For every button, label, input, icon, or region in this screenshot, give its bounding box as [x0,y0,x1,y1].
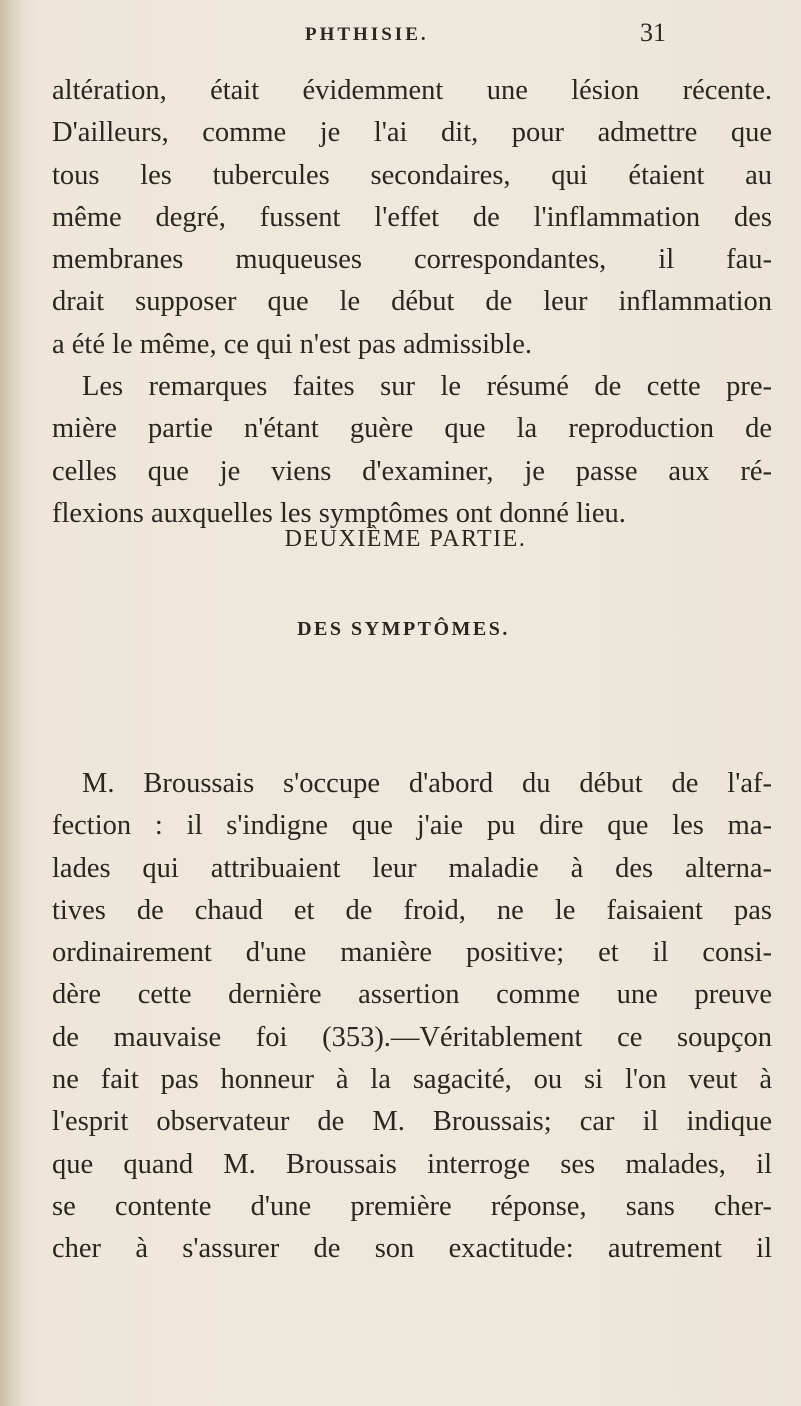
running-head [0,18,801,54]
text-line: fection : il s'indigne que j'aie pu dire que les ma- [52,810,772,842]
text-line: a été le même, ce qui n'est pas admissible. [52,328,532,360]
paragraph-1 [52,70,772,366]
text-line: membranes muqueuses correspondantes, il fau- [52,244,772,276]
text-line: lades qui attribuaient leur maladie à des alterna- [52,852,772,884]
page-gutter [0,0,22,1406]
page-number: 31 [640,18,666,47]
part-heading: DEUXIÈME PARTIE. [284,526,527,552]
text-line: dère cette dernière assertion comme une preuve [52,979,772,1011]
text-line: se contente d'une première réponse, sans cher- [52,1190,772,1222]
text-line: mière partie n'étant guère que la reproduction de [52,413,772,445]
text-line: drait supposer que le début de leur inflammation [52,286,772,318]
text-line: celles que je viens d'examiner, je passe aux ré- [52,455,772,487]
text-line: l'esprit observateur de M. Broussais; car il indique [52,1106,772,1138]
paragraph-2 [52,366,772,535]
paragraph-3 [52,763,772,1271]
text-line: D'ailleurs, comme je l'ai dit, pour admettre que [52,117,772,149]
text-line: cher à s'assurer de son exactitude: autrement il [52,1233,772,1265]
text-line: même degré, fussent l'effet de l'inflammation des [52,201,772,233]
text-line: ne fait pas honneur à la sagacité, ou si l'on veut à [52,1064,772,1096]
running-title: PHTHISIE. [305,24,429,45]
text-line: ordinairement d'une manière positive; et il consi- [52,937,772,969]
text-line: que quand M. Broussais interroge ses malades, il [52,1148,772,1180]
text-line: de mauvaise foi (353).—Véritablement ce soupçon [52,1021,772,1053]
text-block-top [52,70,772,535]
text-line: Les remarques faites sur le résumé de cette pre- [82,371,772,403]
text-line: altération, était évidemment une lésion récente. [52,75,772,106]
text-line: flexions auxquelles les symptômes ont donné lieu. [52,497,626,529]
section-subheading: DES SYMPTÔMES. [297,618,510,640]
text-line: M. Broussais s'occupe d'abord du début de l'af- [82,768,772,799]
text-line: tives de chaud et de froid, ne le faisaient pas [52,894,772,926]
text-line: tous les tubercules secondaires, qui étaient au [52,159,772,191]
